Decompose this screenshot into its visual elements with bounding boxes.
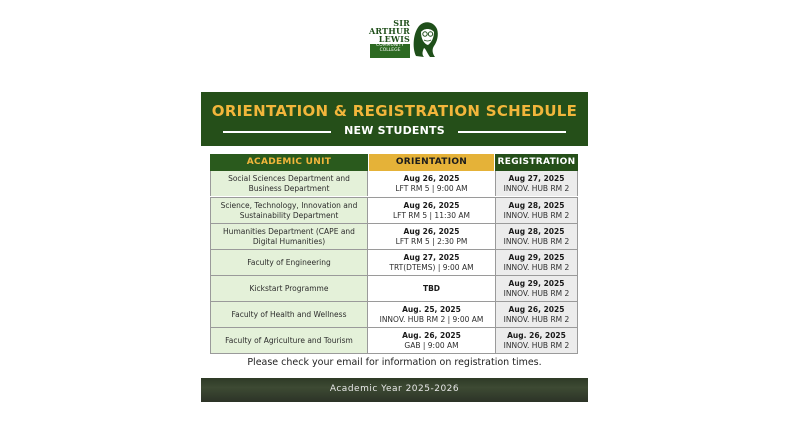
- orientation-cell: [369, 171, 494, 196]
- orientation-location: INNOV. HUB RM 2 | 9:00 AM: [379, 314, 484, 324]
- table-row: [210, 327, 578, 353]
- schedule-title: ORIENTATION & REGISTRATION SCHEDULE: [211, 102, 578, 120]
- schedule-card: [201, 92, 588, 402]
- academic-unit-cell: [210, 328, 368, 353]
- orientation-date: Aug. 25, 2025: [402, 304, 461, 314]
- registration-location: INNOV. HUB RM 2: [503, 314, 570, 324]
- schedule-subtitle: NEW STUDENTS: [344, 124, 445, 137]
- table-row: [210, 275, 578, 301]
- academic-unit-cell: [210, 250, 368, 275]
- academic-unit-name: Social Sciences Department and Business Department: [228, 173, 350, 193]
- registration-cell: [495, 250, 578, 275]
- registration-location: INNOV. HUB RM 2: [503, 183, 570, 193]
- registration-cell: [495, 224, 578, 249]
- subtitle-divider-left: [223, 131, 331, 133]
- logo-community-college: [370, 44, 410, 58]
- academic-unit-cell: [210, 171, 368, 196]
- logo-text-college: COLLEGE: [379, 47, 401, 53]
- table-row: [210, 171, 578, 197]
- footer-banner: [201, 378, 588, 402]
- table-row: [210, 301, 578, 327]
- academic-unit-name: Faculty of Agriculture and Tourism: [225, 335, 353, 345]
- registration-date: Aug 28, 2025: [508, 200, 565, 210]
- registration-date: Aug 26, 2025: [508, 304, 565, 314]
- orientation-cell: [369, 224, 494, 249]
- table-row: [210, 223, 578, 249]
- registration-cell: [495, 302, 578, 327]
- registration-date: Aug 29, 2025: [508, 252, 565, 262]
- orientation-cell: [369, 328, 494, 353]
- orientation-location: TRT(DTEMS) | 9:00 AM: [389, 262, 474, 272]
- orientation-location: GAB | 9:00 AM: [404, 340, 459, 350]
- orientation-date: Aug 26, 2025: [403, 173, 460, 183]
- logo-text-arthur: ARTHUR: [368, 26, 410, 36]
- registration-location: INNOV. HUB RM 2: [503, 340, 570, 350]
- academic-unit-cell: [210, 224, 368, 249]
- registration-date: Aug. 26, 2025: [507, 330, 566, 340]
- registration-note: Please check your email for information on registration times.: [247, 357, 542, 368]
- academic-unit-name: Kickstart Programme: [249, 283, 329, 293]
- registration-date: Aug 27, 2025: [508, 173, 565, 183]
- academic-year-label: Academic Year 2025-2026: [329, 384, 460, 394]
- column-header-orientation: ORIENTATION: [369, 154, 494, 171]
- registration-date: Aug 29, 2025: [508, 278, 565, 288]
- academic-unit-name: Faculty of Engineering: [247, 257, 331, 267]
- academic-unit-name: Faculty of Health and Wellness: [231, 309, 347, 319]
- subtitle-row: [201, 124, 588, 138]
- orientation-date: TBD: [422, 283, 441, 293]
- college-logo: [362, 18, 442, 60]
- logo-text-lewis: LEWIS: [378, 34, 410, 44]
- orientation-location: LFT RM 5 | 9:00 AM: [395, 183, 468, 193]
- column-header-academic-unit: ACADEMIC UNIT: [210, 154, 368, 171]
- registration-location: INNOV. HUB RM 2: [503, 236, 570, 246]
- orientation-date: Aug 27, 2025: [403, 252, 460, 262]
- orientation-location: LFT RM 5 | 11:30 AM: [392, 210, 471, 220]
- table-row: [210, 197, 578, 223]
- logo-text-sir: SIR: [393, 18, 410, 28]
- table-header: [210, 154, 578, 171]
- subtitle-divider-right: [458, 131, 566, 133]
- orientation-cell: [369, 198, 494, 223]
- registration-location: INNOV. HUB RM 2: [503, 210, 570, 220]
- registration-date: Aug 28, 2025: [508, 226, 565, 236]
- orientation-location: LFT RM 5 | 2:30 PM: [395, 236, 468, 246]
- orientation-cell: [369, 276, 494, 301]
- academic-unit-name: Humanities Department (CAPE and Digital Humanities): [223, 226, 355, 246]
- academic-unit-cell: [210, 276, 368, 301]
- registration-cell: [495, 276, 578, 301]
- orientation-cell: [369, 250, 494, 275]
- registration-cell: [495, 328, 578, 353]
- orientation-date: Aug. 26, 2025: [402, 330, 461, 340]
- registration-cell: [495, 171, 578, 196]
- portrait-icon: [410, 18, 440, 58]
- orientation-cell: [369, 302, 494, 327]
- column-header-registration: REGISTRATION: [495, 154, 578, 171]
- schedule-header: [201, 92, 588, 146]
- orientation-date: Aug 26, 2025: [403, 200, 460, 210]
- table-row: [210, 249, 578, 275]
- registration-location: INNOV. HUB RM 2: [503, 288, 570, 298]
- table-body: [210, 171, 578, 354]
- academic-unit-cell: [210, 302, 368, 327]
- logo-wordmark: [364, 18, 410, 58]
- orientation-date: Aug 26, 2025: [403, 226, 460, 236]
- academic-unit-cell: [210, 198, 368, 223]
- logo-text-community: COMMUNITY: [376, 43, 404, 48]
- registration-location: INNOV. HUB RM 2: [503, 262, 570, 272]
- academic-unit-name: Science, Technology, Innovation and Sustainability Department: [220, 200, 358, 220]
- registration-cell: [495, 198, 578, 223]
